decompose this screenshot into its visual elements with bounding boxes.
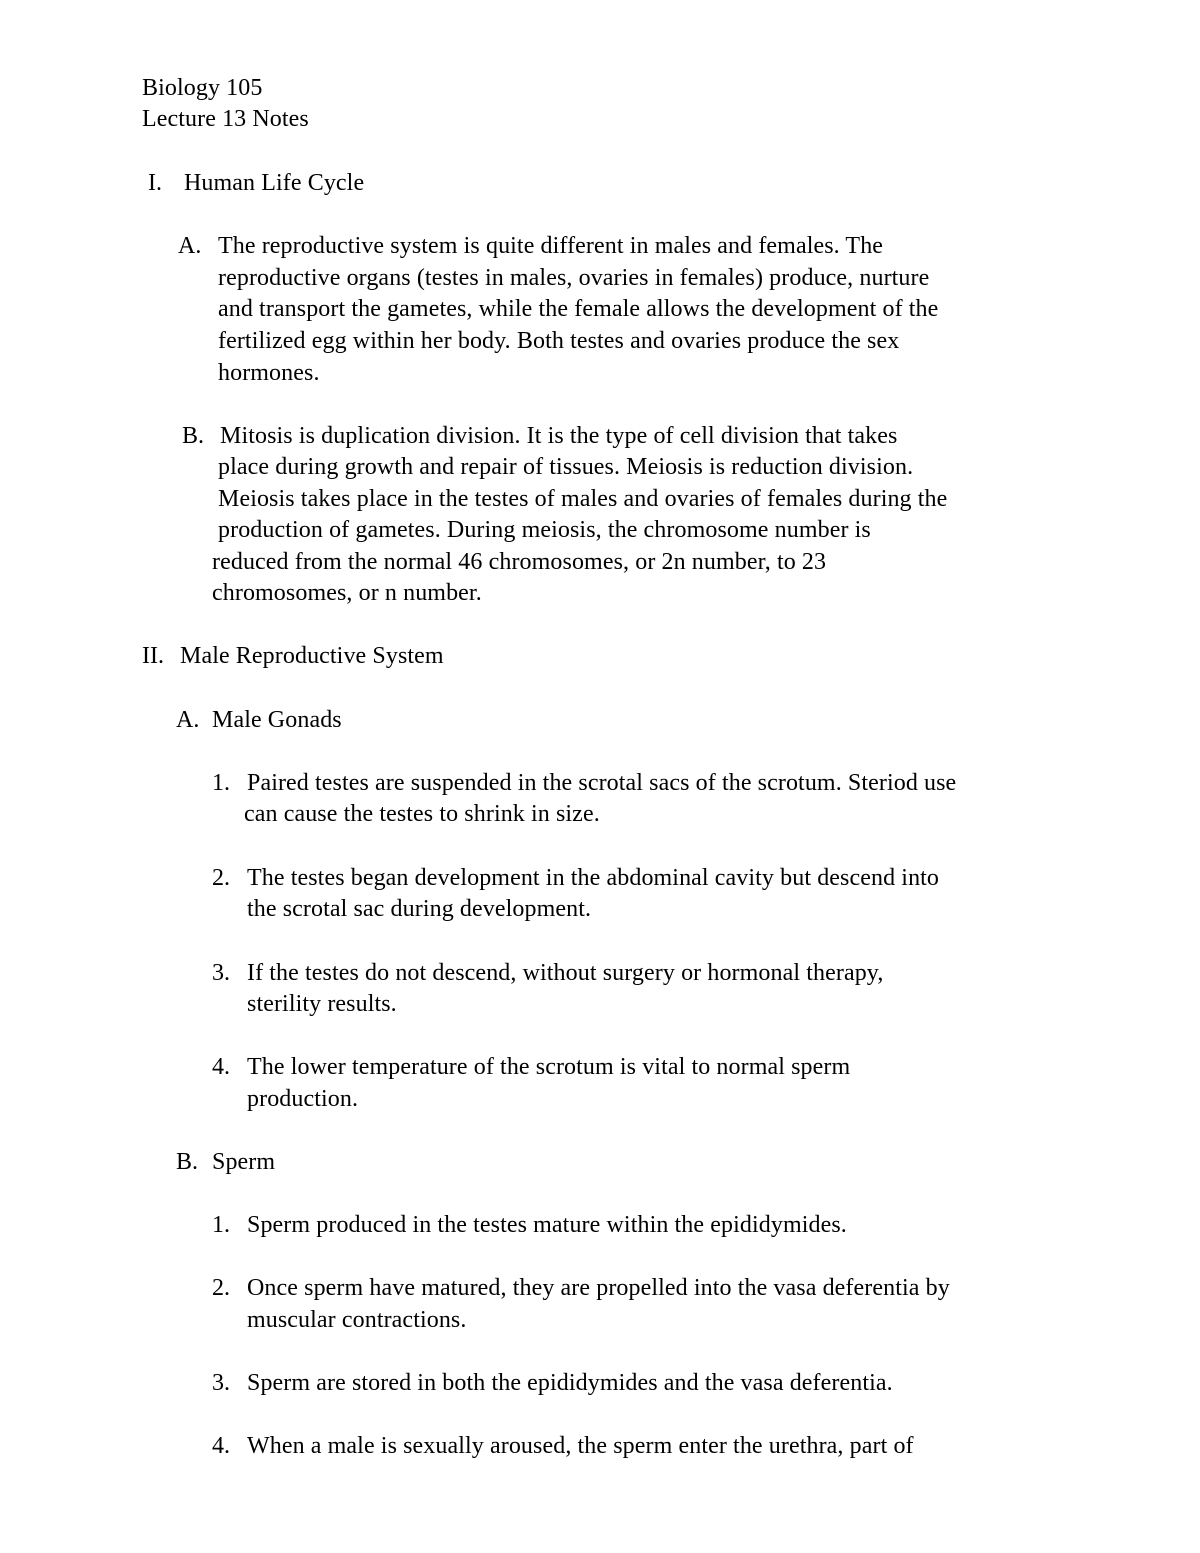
list-marker: 4. (212, 1433, 230, 1459)
section-marker: II. (142, 643, 164, 669)
list-item-line: Once sperm have matured, they are propelled into the vasa deferentia by (247, 1275, 950, 1301)
list-item-line: The testes began development in the abdominal cavity but descend into (247, 865, 940, 891)
list-item-line: production. (247, 1086, 359, 1112)
paragraph-line: and transport the gametes, while the female allows the development of the (218, 296, 939, 322)
paragraph-line: The reproductive system is quite different in males and females. The (218, 233, 884, 259)
list-marker: 3. (212, 960, 230, 986)
paragraph-line: place during growth and repair of tissues. Meiosis is reduction division. (218, 454, 914, 480)
list-item-line: sterility results. (247, 991, 397, 1017)
list-marker: 4. (212, 1054, 230, 1080)
item-marker: A. (178, 233, 202, 259)
paragraph-line: reduced from the normal 46 chromosomes, or 2n number, to 23 (212, 549, 827, 575)
list-item-line: can cause the testes to shrink in size. (244, 801, 600, 827)
subsection-heading: Male Gonads (212, 707, 342, 733)
paragraph-line: reproductive organs (testes in males, ovaries in females) produce, nurture (218, 265, 930, 291)
subsection-marker: A. (176, 707, 200, 733)
paragraph-line: chromosomes, or n number. (212, 580, 482, 606)
section-heading: Male Reproductive System (180, 643, 444, 669)
subsection-marker: B. (176, 1149, 199, 1175)
paragraph-line: Meiosis takes place in the testes of males and ovaries of females during the (218, 486, 948, 512)
paragraph-line: hormones. (218, 360, 320, 386)
subsection-heading: Sperm (212, 1149, 276, 1175)
list-item-line: The lower temperature of the scrotum is vital to normal sperm (247, 1054, 851, 1080)
list-marker: 2. (212, 1275, 230, 1301)
list-item-line: Sperm are stored in both the epididymides and the vasa deferentia. (247, 1370, 893, 1396)
list-item-line: When a male is sexually aroused, the sperm enter the urethra, part of (247, 1433, 914, 1459)
list-marker: 3. (212, 1370, 230, 1396)
lecture-title: Lecture 13 Notes (142, 106, 309, 132)
paragraph-line: Mitosis is duplication division. It is the type of cell division that takes (220, 423, 898, 449)
section-marker: I. (148, 170, 162, 196)
section-heading: Human Life Cycle (184, 170, 365, 196)
course-title: Biology 105 (142, 75, 263, 101)
item-marker: B. (182, 423, 205, 449)
paragraph-line: fertilized egg within her body. Both testes and ovaries produce the sex (218, 328, 900, 354)
list-marker: 2. (212, 865, 230, 891)
list-item-line: If the testes do not descend, without surgery or hormonal therapy, (247, 960, 884, 986)
list-item-line: Paired testes are suspended in the scrotal sacs of the scrotum. Steriod use (247, 770, 957, 796)
list-item-line: the scrotal sac during development. (247, 896, 592, 922)
list-item-line: muscular contractions. (247, 1307, 467, 1333)
list-marker: 1. (212, 770, 230, 796)
list-item-line: Sperm produced in the testes mature within the epididymides. (247, 1212, 847, 1238)
paragraph-line: production of gametes. During meiosis, the chromosome number is (218, 517, 871, 543)
list-marker: 1. (212, 1212, 230, 1238)
